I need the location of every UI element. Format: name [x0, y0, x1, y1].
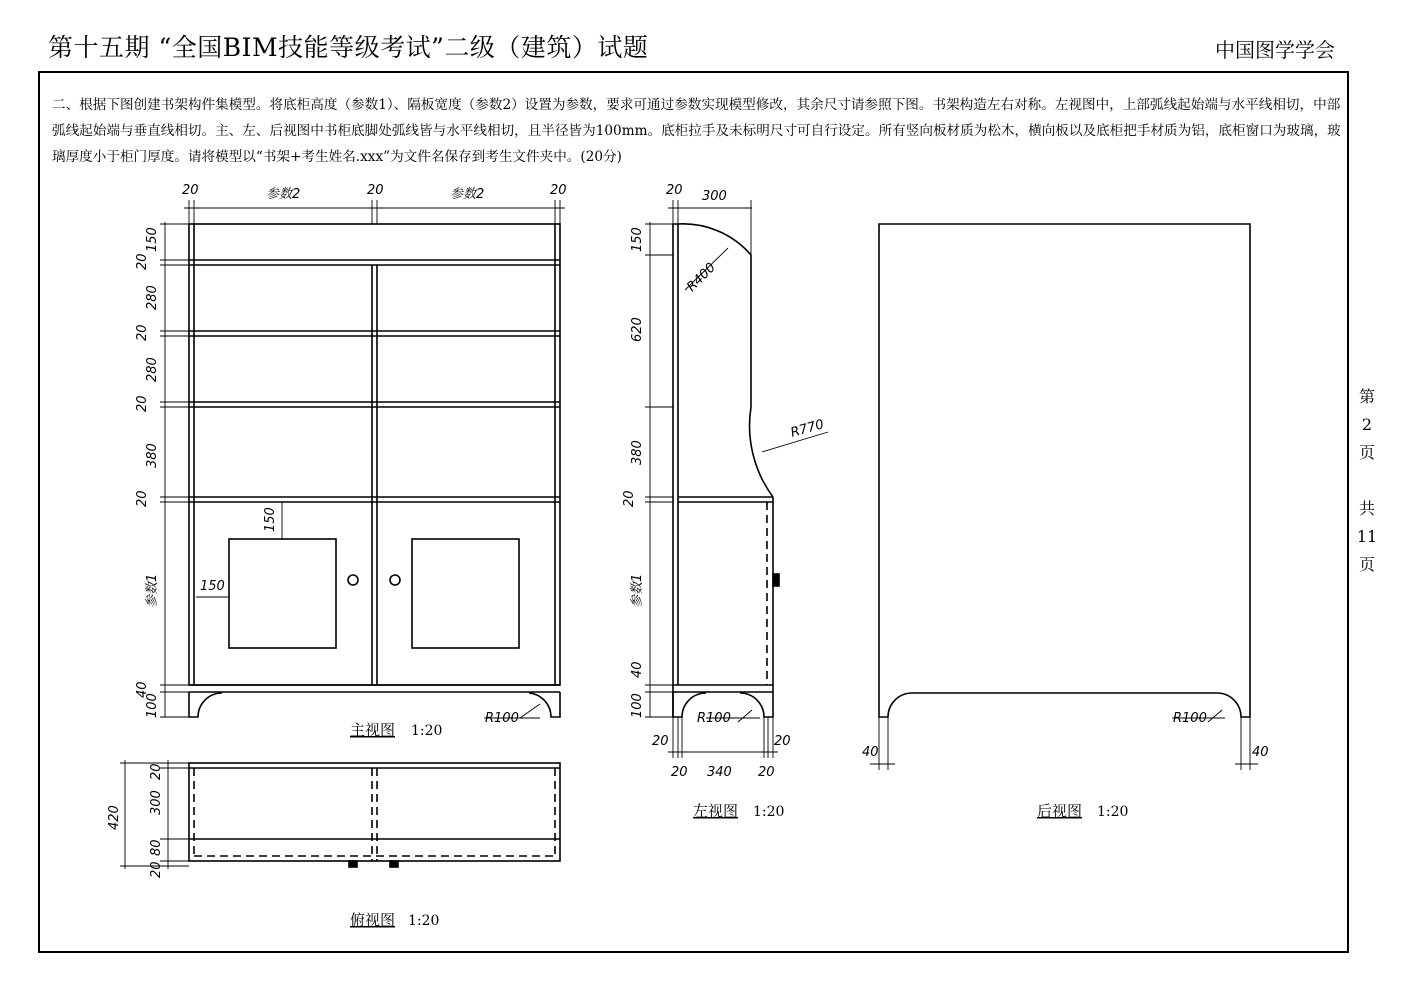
dim-text: 20: [135, 395, 150, 412]
page-title: 第十五期 “全国BIM技能等级考试”二级（建筑）试题: [48, 33, 649, 62]
question-text: 二、根据下图创建书架构件集模型。将底柜高度（参数1）、隔板宽度（参数2）设置为参数，要求可通过参数实现模型修改，其余尺寸请参照下图。书架构造左右对称。左视图中，上部弧线起始端与水平线相切，中部弧线起始端与垂直线相切。主、左、后视图中书柜底脚处弧线皆与水平线相切，且半径皆为100mm。底柜拉手及未标明尺寸可自行设定。所有竖向板材质为松木，横向板以及底柜把手材质为铝，底柜窗口为玻璃，玻璃厚度小于柜门厚度。请将模型以“书架+考生姓名.xxx”为文件名保存到考生文件夹中。(20分): [52, 97, 1341, 165]
dim-text: 20: [149, 763, 164, 780]
plan-view-caption: [350, 911, 439, 929]
dim-text: 参数2: [266, 187, 301, 202]
dim-text: 20: [622, 490, 637, 507]
dim-text: 100: [145, 693, 160, 718]
front-cabinet-outline: [189, 224, 560, 685]
dim-text: 40: [862, 745, 879, 760]
side-profile-curves: [673, 224, 773, 497]
view-scale: 1:20: [1097, 804, 1129, 820]
dim-text: 340: [707, 765, 732, 780]
dim-text: 20: [135, 253, 150, 270]
dim-text: R100: [1173, 711, 1207, 726]
dim-text: 40: [630, 661, 645, 678]
left-door-handle: [348, 575, 358, 585]
dim-text: 20: [135, 490, 150, 507]
dim-text: 20: [671, 765, 688, 780]
dim-text: 620: [630, 317, 645, 342]
page-info-char: 共: [1358, 499, 1375, 518]
view-label: 后视图: [1037, 802, 1083, 820]
view-scale: 1:20: [411, 723, 443, 739]
right-door-handle: [390, 575, 400, 585]
view-scale: 1:20: [408, 913, 440, 929]
page-info-char: 页: [1358, 555, 1375, 574]
dim-text: R770: [788, 417, 826, 441]
dim-text: 150: [263, 507, 278, 532]
dim-text: 150: [145, 227, 160, 252]
dim-text: 20: [666, 183, 683, 198]
dim-text: 280: [145, 285, 160, 310]
dim-text: 420: [107, 805, 122, 830]
dim-text: 100: [630, 693, 645, 718]
left-door-window: [229, 539, 336, 648]
view-label: 左视图: [693, 802, 739, 820]
page-info-char: 11: [1356, 527, 1378, 546]
dim-text: 20: [149, 861, 164, 878]
dim-text: 40: [1252, 745, 1269, 760]
front-view: [189, 224, 560, 717]
dim-text: 150: [200, 579, 225, 594]
page-info-char: 页: [1358, 443, 1375, 462]
dim-text: 280: [145, 357, 160, 382]
dim-text: 150: [630, 227, 645, 252]
dim-text: 20: [550, 183, 567, 198]
front-view-caption: [350, 721, 442, 739]
dim-text: 80: [149, 839, 164, 856]
dim-text: R100: [485, 711, 519, 726]
dim-text: 300: [149, 790, 164, 815]
page-info-char: 第: [1358, 387, 1375, 406]
plan-dimensions: [107, 763, 164, 878]
page-info-char: 2: [1361, 415, 1373, 434]
dim-text: 参数1: [145, 573, 160, 608]
dim-text: 参数1: [630, 573, 645, 608]
side-view: [673, 224, 779, 717]
plan-view: [189, 763, 560, 867]
back-view: [879, 224, 1250, 717]
dim-text: 20: [367, 183, 384, 198]
side-view-caption: [693, 802, 784, 820]
dim-text: 20: [758, 765, 775, 780]
dim-text: R100: [697, 711, 731, 726]
view-label: 主视图: [350, 721, 396, 739]
view-scale: 1:20: [753, 804, 785, 820]
dim-text: 20: [135, 324, 150, 341]
right-door-window: [412, 539, 519, 648]
side-dimensions: [622, 183, 826, 780]
dim-text: R400: [684, 260, 719, 295]
back-view-caption: [1037, 802, 1128, 820]
dim-text: 参数2: [450, 187, 485, 202]
dim-text: 20: [182, 183, 199, 198]
view-label: 俯视图: [350, 911, 396, 929]
dim-text: 300: [702, 189, 727, 204]
dim-text: 380: [630, 440, 645, 465]
dim-text: 20: [652, 734, 669, 749]
back-panel-outline: [879, 224, 1250, 717]
organization-name: 中国图学学会: [1215, 38, 1335, 62]
dim-text: 380: [145, 443, 160, 468]
dim-text: 20: [774, 734, 791, 749]
dim-text: 40: [135, 681, 150, 698]
